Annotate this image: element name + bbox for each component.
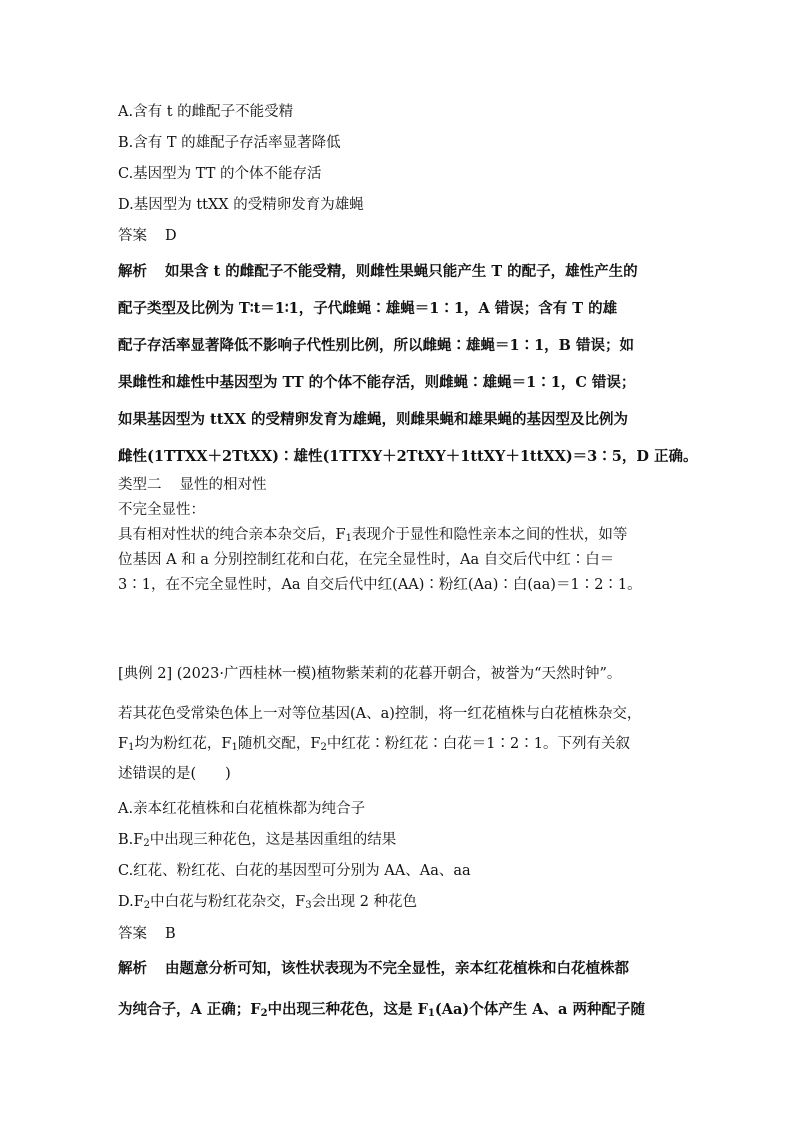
analysis-label: 解析	[118, 960, 147, 977]
subscript: 3	[305, 900, 312, 911]
text: 中出现三种花色，这是 F	[267, 1001, 428, 1018]
example-line-1: [典例 2] (2023·广西桂林一模)植物紫茉莉的花暮开朝合，被誉为“天然时钟”。	[118, 666, 622, 682]
subscript: 1	[427, 1008, 435, 1019]
subscript: 1	[345, 533, 352, 544]
example-option-c: C.红花、粉红花、白花的基因型可分别为 AA、Aa、aa	[118, 863, 471, 879]
analysis-line-4: 果雌性和雄性中基因型为 TT 的个体不能存活，则雌蝇∶雄蝇＝1∶1，C 错误；	[118, 374, 636, 391]
subscript: 1	[231, 742, 238, 753]
section-para-line-3: 3∶1，在不完全显性时，Aa 自交后代中红(AA)∶粉红(Aa)∶白(aa)＝1∶2∶1。	[118, 577, 642, 593]
option-b: B.含有 T 的雄配子存活率显著降低	[118, 135, 341, 151]
example-analysis-line-2	[118, 1000, 645, 1020]
analysis-line-3: 配子存活率显著降低不影响子代性别比例，所以雌蝇∶雄蝇＝1∶1，B 错误；如	[118, 337, 634, 354]
section-type-title: 显性的相对性	[179, 477, 267, 493]
example-line-4: 述错误的是( )	[118, 766, 231, 782]
text: 中白花与粉红花杂交，F	[150, 894, 306, 910]
section-para-line-1	[118, 525, 627, 545]
subscript: 2	[260, 1008, 268, 1019]
option-c: C.基因型为 TT 的个体不能存活	[118, 166, 322, 182]
text: 表现介于显性和隐性亲本之间的性状，如等	[351, 527, 628, 543]
text: 随机交配，F	[237, 736, 321, 752]
analysis-line-1	[118, 262, 638, 282]
text: D.F	[118, 894, 144, 910]
example-option-b	[118, 830, 396, 850]
text: 中红花∶粉红花∶白花＝1∶2∶1。下列有关叙	[326, 736, 630, 752]
section-heading	[118, 475, 267, 495]
example-answer-line	[118, 924, 176, 944]
text: B.F	[118, 832, 144, 848]
text: 会出现 2 种花色	[311, 894, 418, 910]
text: 中出现三种花色，这是基因重组的结果	[149, 832, 397, 848]
subscript: 1	[128, 742, 135, 753]
analysis-line-2: 配子类型及比例为 T∶t＝1∶1，子代雌蝇∶雄蝇＝1∶1，A 错误；含有 T 的雄	[118, 300, 618, 317]
text: (Aa)个体产生 A、a 两种配子随	[434, 1001, 645, 1018]
example-line-2: 若其花色受常染色体上一对等位基因(A、a)控制，将一红花植株与白花植株杂交，	[118, 706, 642, 722]
answer-value: D	[165, 228, 177, 244]
subscript: 2	[320, 742, 327, 753]
analysis-text: 由题意分析可知，该性状表现为不完全显性，亲本红花植株和白花植株都	[165, 960, 629, 977]
analysis-line-5: 如果基因型为 ttXX 的受精卵发育为雄蝇，则雌果蝇和雄果蝇的基因型及比例为	[118, 411, 628, 428]
subscript: 2	[143, 900, 151, 911]
analysis-text: 如果含 t 的雌配子不能受精，则雌性果蝇只能产生 T 的配子，雄性产生的	[165, 263, 638, 280]
section-subtitle: 不完全显性：	[118, 502, 205, 518]
answer-label: 答案	[118, 228, 147, 244]
example-option-d	[118, 892, 417, 912]
section-type-label: 类型二	[118, 477, 162, 493]
text: 均为粉红花，F	[134, 736, 232, 752]
section-para-line-2: 位基因 A 和 a 分别控制红花和白花，在完全显性时，Aa 自交后代中红∶白＝	[118, 552, 615, 568]
example-option-a: A.亲本红花植株和白花植株都为纯合子	[118, 801, 366, 817]
analysis-label: 解析	[118, 263, 147, 280]
option-a: A.含有 t 的雌配子不能受精	[118, 104, 294, 120]
example-analysis-line-1	[118, 959, 629, 979]
text: F	[118, 736, 129, 752]
analysis-line-6: 雌性(1TTXX＋2TtXX)∶雄性(1TTXY＋2TtXY＋1ttXY＋1ttXX)＝3∶5，D 正确。	[118, 448, 698, 465]
answer-label: 答案	[118, 926, 147, 942]
option-d: D.基因型为 ttXX 的受精卵发育为雄蝇	[118, 197, 364, 213]
answer-value: B	[165, 926, 176, 942]
text: 具有相对性状的纯合亲本杂交后，F	[118, 527, 346, 543]
answer-line	[118, 226, 177, 246]
example-line-3	[118, 734, 630, 754]
subscript: 2	[143, 838, 150, 849]
text: 为纯合子，A 正确；F	[118, 1001, 261, 1018]
